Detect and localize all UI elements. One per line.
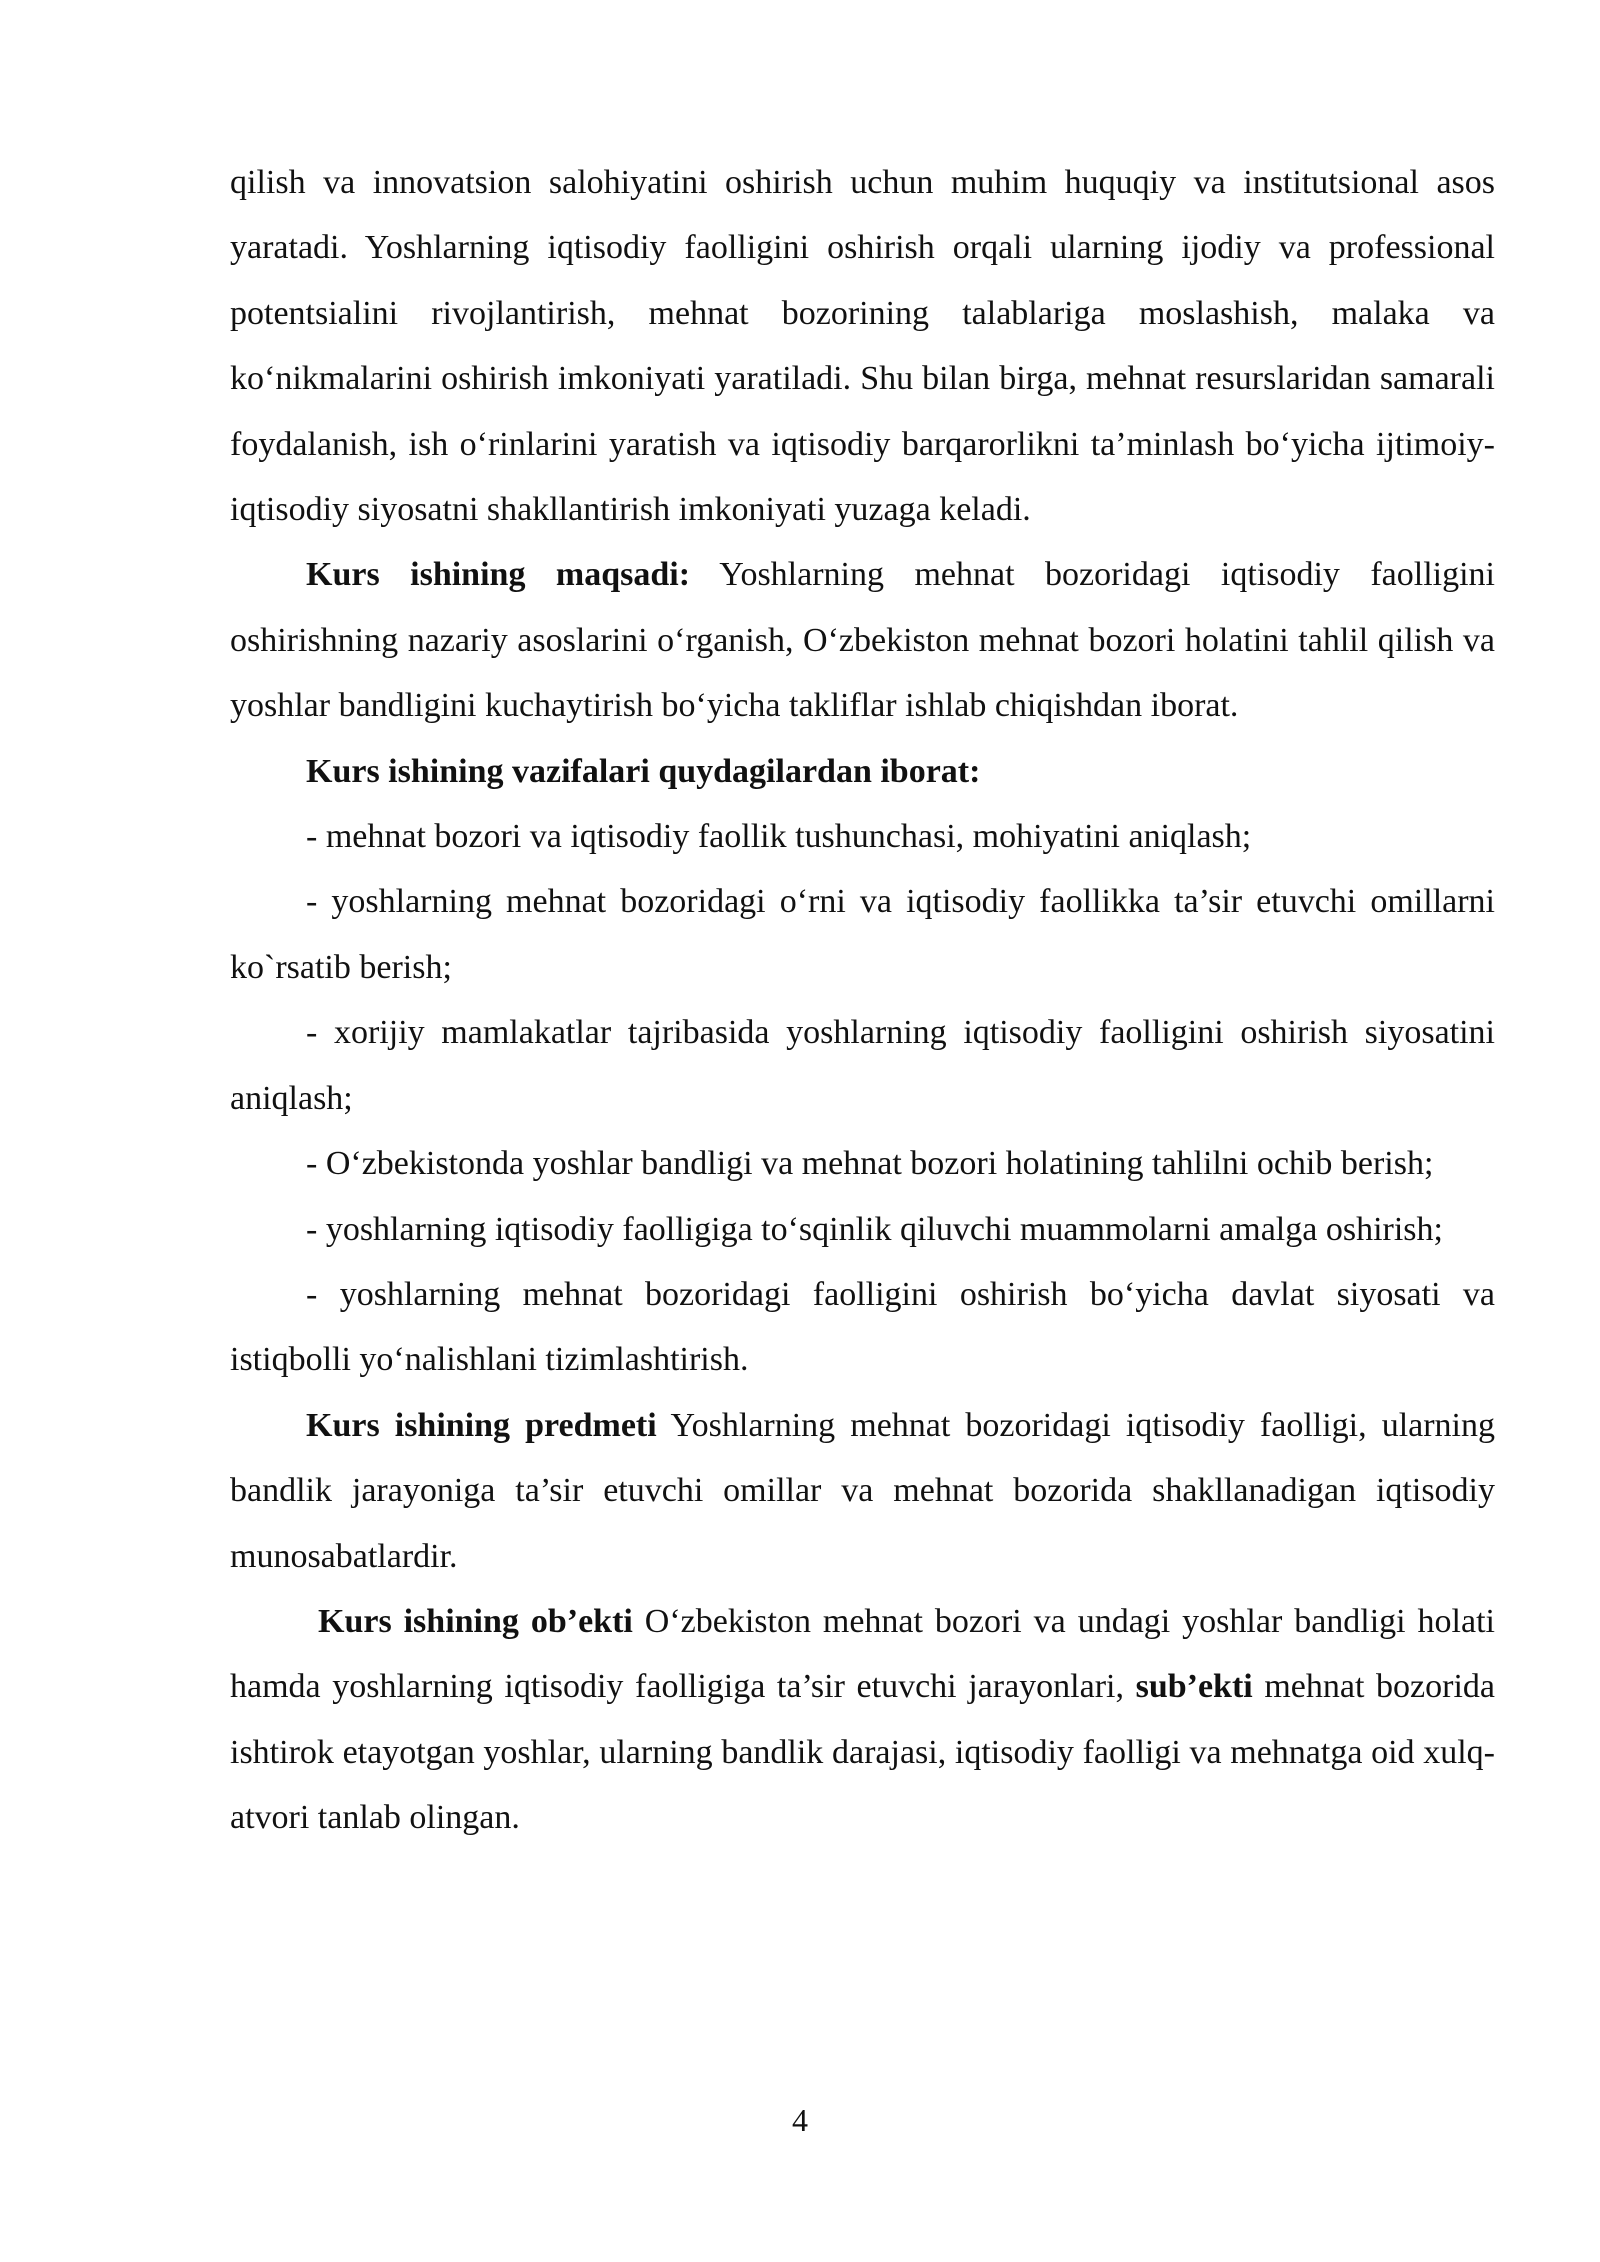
page-number: 4 — [792, 2102, 808, 2138]
tasks-heading: Kurs ishining vazifalari quydagilardan iborat: — [306, 752, 981, 790]
subject-label: Kurs ishining predmeti — [306, 1406, 657, 1444]
goal-paragraph — [230, 542, 1495, 738]
intro-paragraph: qilish va innovatsion salohiyatini oshirish uchun muhim huquqiy va institutsional asos yaratadi. Yoshlarning iqtisodiy faolligini oshirish orqali ularning ijodiy va professional potentsialini rivojlantirish, mehnat bozorining talablariga moslashish, malaka va ko‘nikmalarini oshirish imkoniyati yaratiladi. Shu bilan birga, mehnat resurslaridan samarali foydalanish, ish o‘rinlarini yaratish va iqtisodiy barqarorlikni ta’minlash bo‘yicha ijtimoiy-iqtisodiy siyosatni shakllantirish imkoniyati yuzaga keladi. — [230, 164, 1495, 529]
object-label: Kurs ishining ob’ekti — [318, 1602, 633, 1640]
task-item-4: - O‘zbekistonda yoshlar bandligi va mehnat bozori holatining tahlilni ochib berish; — [306, 1145, 1434, 1183]
task-item-3: - xorijiy mamlakatlar tajribasida yoshlarning iqtisodiy faolligini oshirish siyosatini aniqlash; — [230, 1014, 1495, 1117]
object-paragraph — [230, 1589, 1495, 1851]
task-item-1: - mehnat bozori va iqtisodiy faollik tushunchasi, mohiyatini aniqlash; — [306, 818, 1252, 856]
task-item-6: - yoshlarning mehnat bozoridagi faolligini oshirish bo‘yicha davlat siyosati va istiqbolli yo‘nalishlani tizimlashtirish. — [230, 1275, 1495, 1379]
task-item-5: - yoshlarning iqtisodiy faolligiga to‘sqinlik qiluvchi muammolarni amalga oshirish; — [306, 1210, 1443, 1248]
object-text-before: O‘zbekiston mehnat bozori va undagi yoshlar bandligi holati hamda yoshlarning iqtisodiy faolligiga ta’sir etuvchi jarayonlari, — [230, 1602, 1495, 1706]
subject-paragraph — [230, 1393, 1495, 1589]
goal-text: Yoshlarning mehnat bozoridagi iqtisodiy faolligini oshirishning nazariy asoslarini o‘rganish, O‘zbekiston mehnat bozori holatini tahlil qilish va yoshlar bandligini kuchaytirish bo‘yicha takliflar ishlab chiqishdan iborat. — [230, 556, 1496, 725]
object-text-after: mehnat bozorida ishtirok etayotgan yoshlar, ularning bandlik darajasi, iqtisodiy faolligi va mehnatga oid xulq-atvori tanlab olingan. — [230, 1668, 1495, 1837]
goal-label: Kurs ishining maqsadi: — [306, 556, 691, 594]
object-subject-label: sub’ekti — [1135, 1668, 1253, 1706]
subject-text: Yoshlarning mehnat bozoridagi iqtisodiy faolligi, ularning bandlik jarayoniga ta’sir etuvchi omillar va mehnat bozorida shakllanadigan iqtisodiy munosabatlardir. — [230, 1406, 1496, 1575]
task-item-2: - yoshlarning mehnat bozoridagi o‘rni va iqtisodiy faollikka ta’sir etuvchi omillarni ko`rsatib berish; — [230, 883, 1495, 986]
document-page — [230, 150, 1495, 1851]
